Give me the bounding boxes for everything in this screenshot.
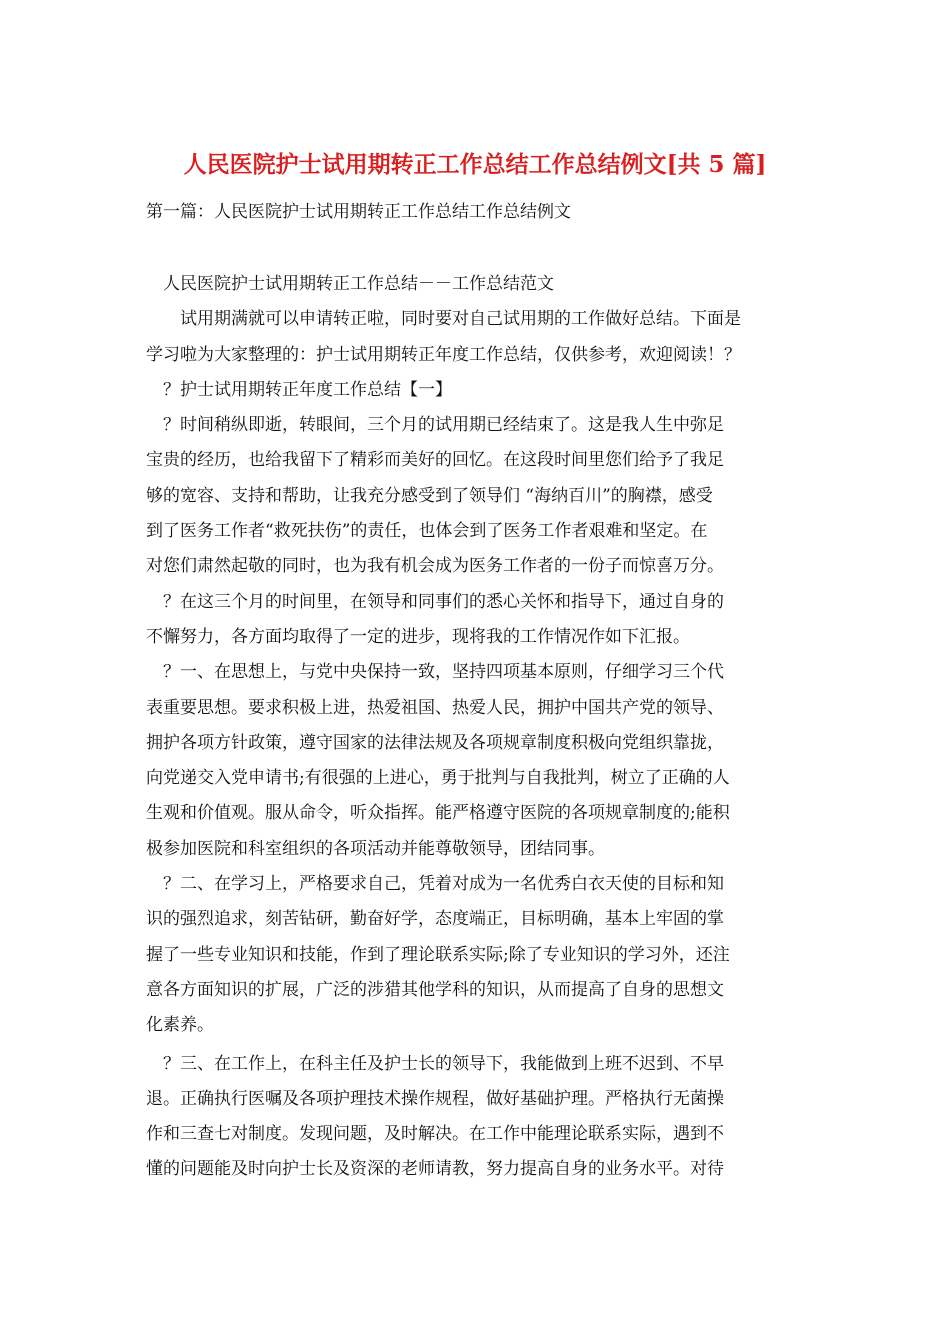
body-line: ？一、在思想上，与党中央保持一致，坚持四项基本原则，仔细学习三个代: [146, 662, 724, 683]
body-line: 人民医院护士试用期转正工作总结－－工作总结范文: [146, 274, 554, 294]
body-line: 识的强烈追求，刻苦钻研，勤奋好学，态度端正，目标明确，基本上牢固的掌: [146, 909, 724, 930]
body-line: 不懈努力，各方面均取得了一定的进步，现将我的工作情况作如下汇报。: [146, 626, 690, 647]
body-line: 意各方面知识的扩展，广泛的涉猎其他学科的知识，从而提高了自身的思想文: [146, 979, 724, 1000]
body-line: 向党递交入党申请书;有很强的上进心，勇于批判与自我批判，树立了正确的人: [146, 768, 730, 789]
body-line: 到了医务工作者“救死扶伤”的责任，也体会到了医务工作者艰难和坚定。在: [146, 521, 708, 542]
body-line: 拥护各项方针政策，遵守国家的法律法规及各项规章制度积极向党组织靠拢，: [146, 732, 724, 753]
body-line: 表重要思想。要求积极上进，热爱祖国、热爱人民，拥护中国共产党的领导、: [146, 697, 724, 718]
body-line: 够的宽容、支持和帮助，让我充分感受到了领导们 “海纳百川”的胸襟，感受: [146, 485, 713, 506]
body-line: ？在这三个月的时间里，在领导和同事们的悉心关怀和指导下，通过自身的: [146, 591, 724, 612]
chapter-heading: 第一篇：人民医院护士试用期转正工作总结工作总结例文: [146, 202, 571, 222]
body-line: 生观和价值观。服从命令，听众指挥。能严格遵守医院的各项规章制度的;能积: [146, 803, 730, 824]
body-line: 极参加医院和科室组织的各项活动并能尊敬领导，团结同事。: [146, 838, 605, 859]
body-line: 学习啦为大家整理的：护士试用期转正年度工作总结，仅供参考，欢迎阅读！？: [146, 344, 741, 365]
body-line: 试用期满就可以申请转正啦，同时要对自己试用期的工作做好总结。下面是: [146, 309, 741, 330]
body-line: 握了一些专业知识和技能，作到了理论联系实际;除了专业知识的学习外，还注: [146, 944, 730, 965]
body-line: 作和三查七对制度。发现问题，及时解决。在工作中能理论联系实际，遇到不: [146, 1124, 724, 1145]
document-body: [146, 267, 806, 1188]
body-line: 宝贵的经历，也给我留下了精彩而美好的回忆。在这段时间里您们给予了我足: [146, 450, 724, 471]
body-line: 化素养。: [146, 1015, 214, 1036]
body-line: ？护士试用期转正年度工作总结【一】: [146, 379, 452, 400]
body-line: ？二、在学习上，严格要求自己，凭着对成为一名优秀白衣天使的目标和知: [146, 874, 724, 895]
body-line: 退。正确执行医嘱及各项护理技术操作规程，做好基础护理。严格执行无菌操: [146, 1088, 724, 1109]
body-line: ？时间稍纵即逝，转眼间，三个月的试用期已经结束了。这是我人生中弥足: [146, 415, 724, 436]
body-line: ？三、在工作上，在科主任及护士长的领导下，我能做到上班不迟到、不早: [146, 1053, 724, 1074]
body-line: 懂的问题能及时向护士长及资深的老师请教，努力提高自身的业务水平。对待: [146, 1159, 724, 1180]
document-title: 人民医院护士试用期转正工作总结工作总结例文[共 5 篇]: [183, 151, 767, 178]
body-line: 对您们肃然起敬的同时，也为我有机会成为医务工作者的一份子而惊喜万分。: [146, 556, 724, 577]
